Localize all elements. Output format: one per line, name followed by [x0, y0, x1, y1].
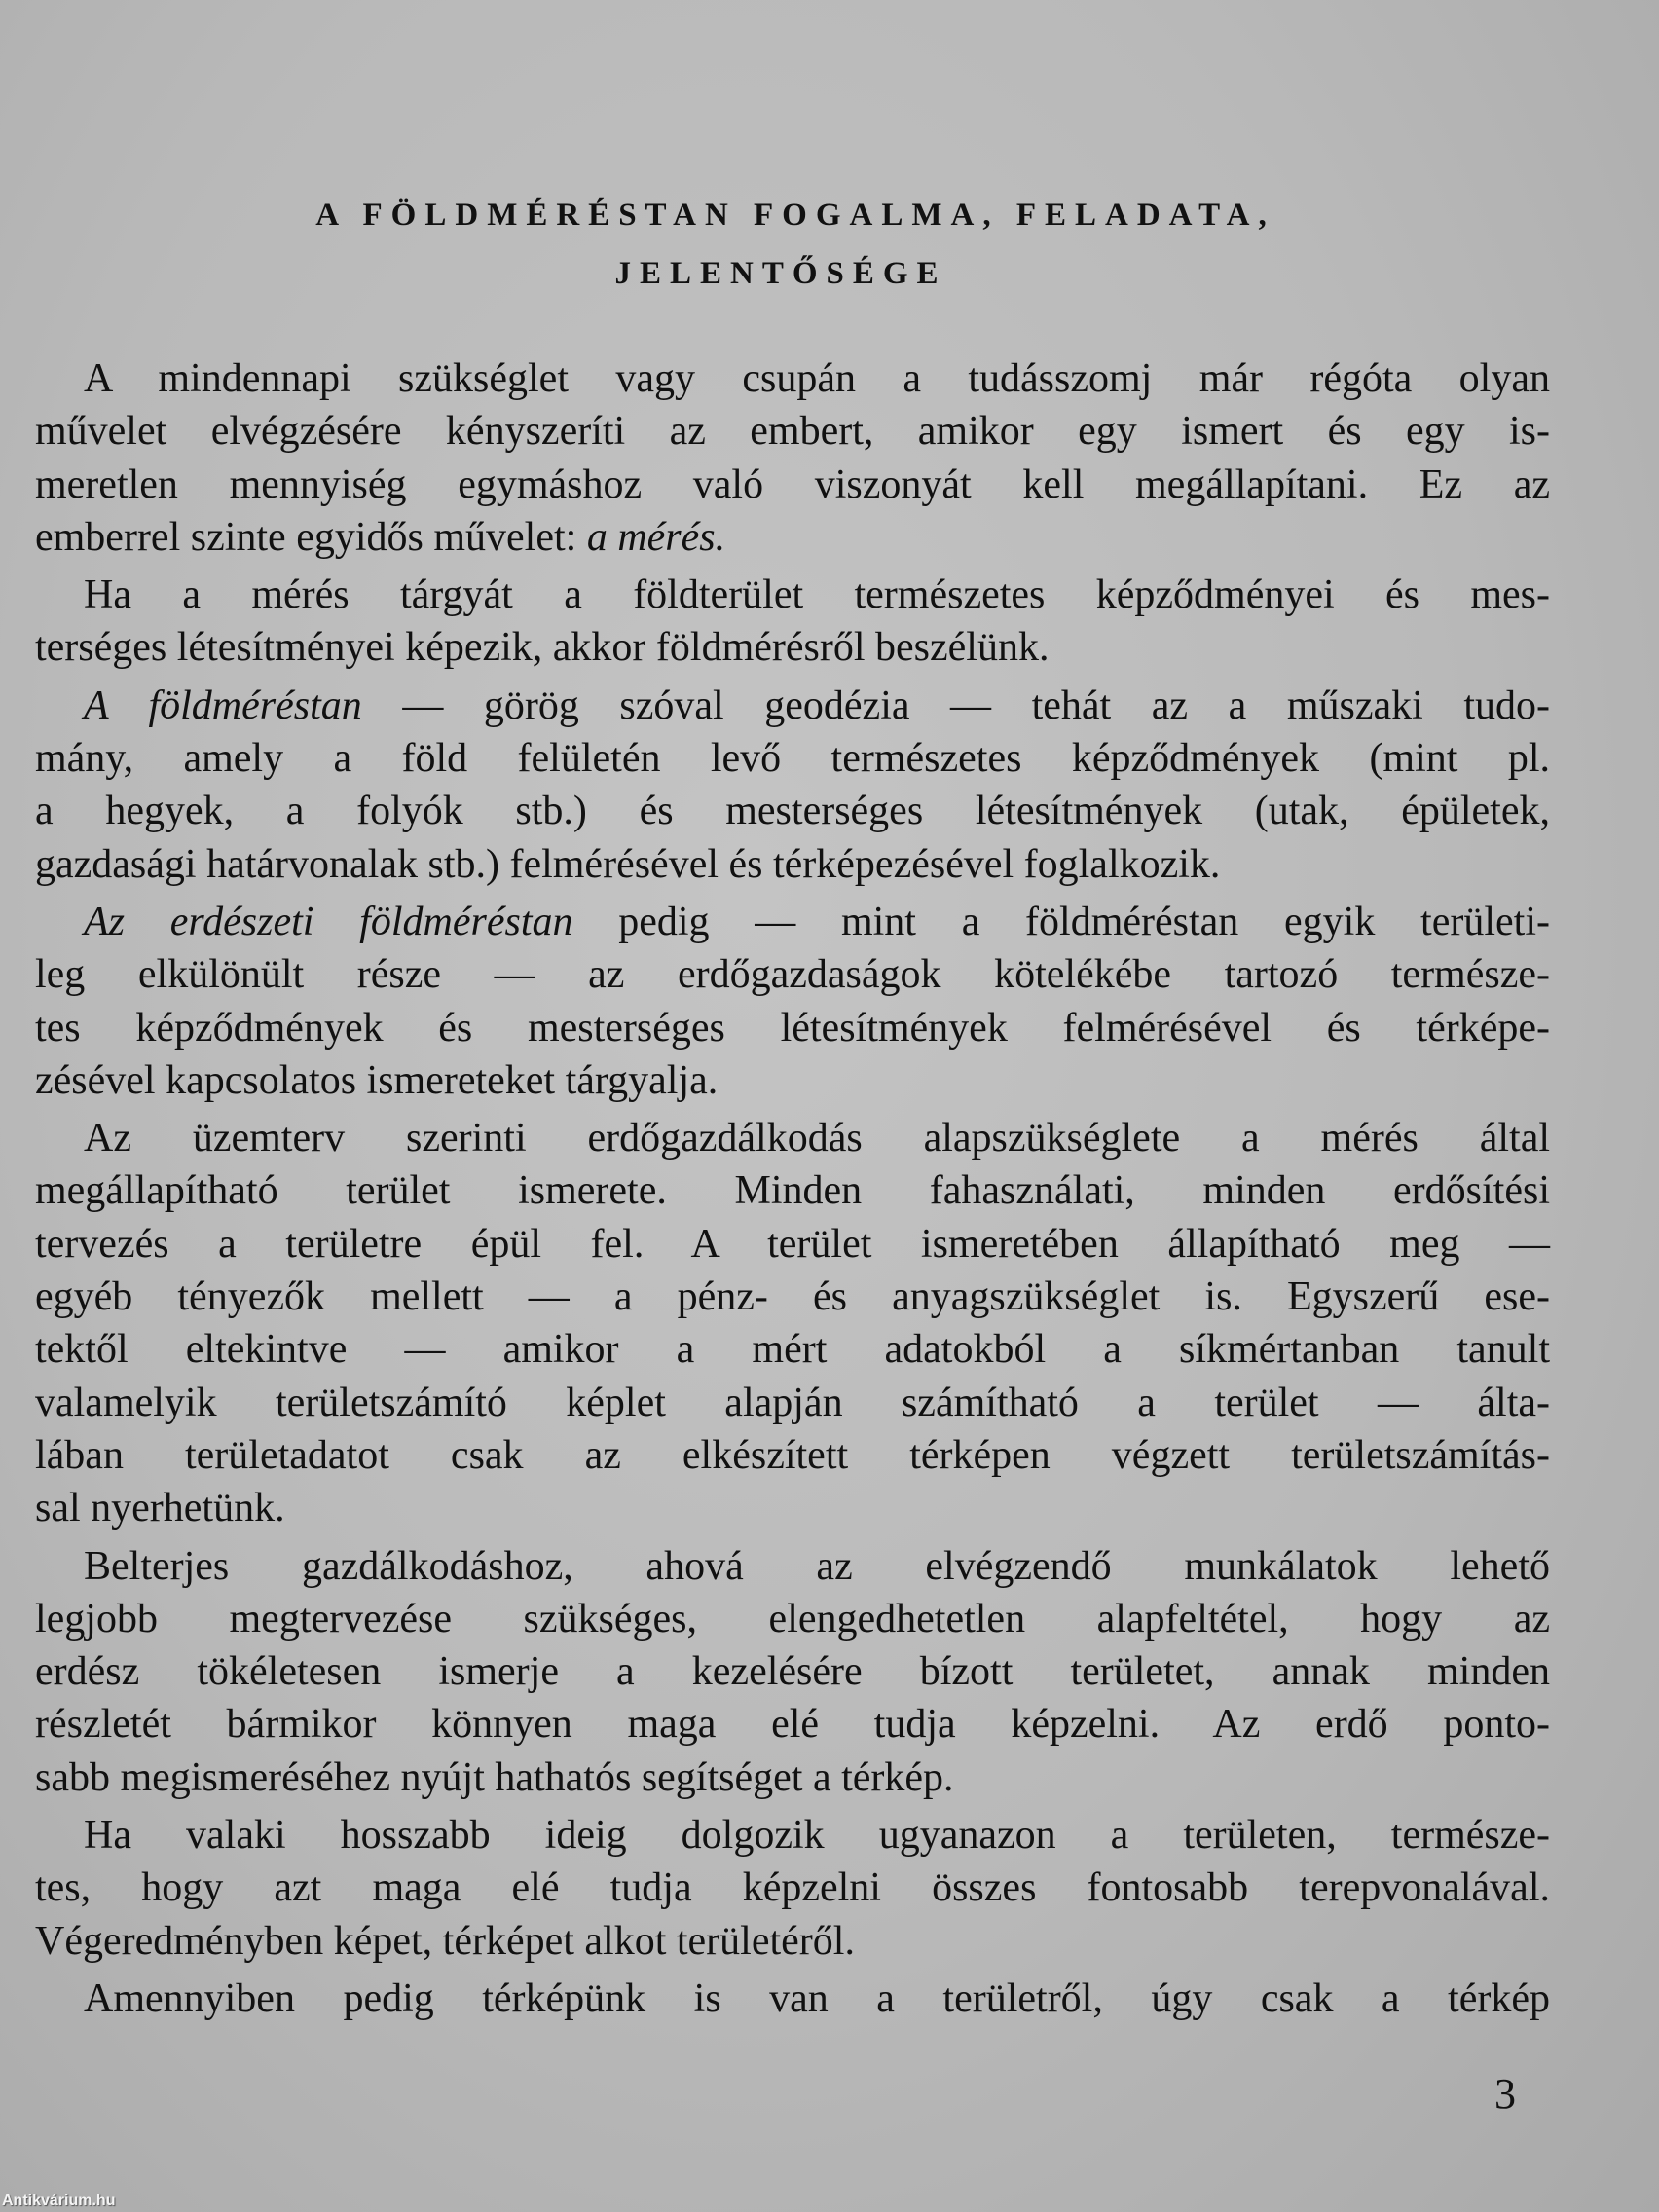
text-line — [35, 1809, 1550, 1862]
text-line — [35, 1323, 1550, 1376]
paragraph — [35, 352, 1550, 564]
text-segment: részletét bármikor könnyen maga elé tudja képzelni. Az erdő ponto- — [35, 1702, 1550, 1748]
text-segment: pedig — mint a földméréstan egyik területi- — [572, 899, 1550, 944]
text-segment: művelet elvégzésére kényszeríti az embert, amikor egy ismert és egy is- — [35, 409, 1550, 455]
text-line — [35, 621, 1550, 674]
text-segment: tervezés a területre épül fel. A terület ismeretében állapítható meg — — [35, 1221, 1550, 1267]
text-line — [35, 352, 1550, 405]
text-line — [35, 405, 1550, 458]
text-line — [35, 511, 1550, 564]
text-segment: Belterjes gazdálkodáshoz, ahová az elvégzendő munkálatok lehető — [84, 1543, 1550, 1589]
paragraph — [35, 569, 1550, 675]
text-segment: tes képződmények és mesterséges létesítmények felmérésével és térképe- — [35, 1005, 1550, 1051]
text-line — [35, 948, 1550, 1001]
text-segment: tektől eltekintve — amikor a mért adatokból a síkmértanban tanult — [35, 1327, 1550, 1373]
italic-term: Az erdészeti földméréstan — [84, 899, 573, 944]
paragraph — [35, 1972, 1550, 2025]
chapter-title-line-2: JELENTŐSÉGE — [614, 256, 947, 291]
text-line — [35, 1271, 1550, 1323]
italic-term: A földméréstan — [84, 682, 362, 728]
text-segment: mány, amely a föld felületén levő természetes képződmények (mint pl. — [35, 736, 1550, 782]
body-text — [35, 352, 1550, 2030]
text-line — [35, 459, 1550, 511]
text-line — [35, 1540, 1550, 1593]
text-line — [35, 1054, 1550, 1107]
text-line — [35, 1218, 1550, 1271]
text-line — [35, 1112, 1550, 1164]
text-segment: terséges létesítményei képezik, akkor földmérésről beszélünk. — [35, 625, 1050, 671]
text-line — [35, 1164, 1550, 1217]
text-segment: erdész tökéletesen ismerje a kezelésére bízott területet, annak minden — [35, 1649, 1550, 1695]
paragraph — [35, 896, 1550, 1107]
text-line — [35, 1482, 1550, 1534]
text-segment: egyéb tényezők mellett — a pénz- és anyagszükséglet is. Egyszerű ese- — [35, 1274, 1550, 1320]
paragraph — [35, 1112, 1550, 1534]
text-segment: gazdasági határvonalak stb.) felmérésével és térképezésével foglalkozik. — [35, 841, 1221, 887]
paragraph — [35, 680, 1550, 891]
text-line — [35, 1751, 1550, 1804]
text-segment: leg elkülönült része — az erdőgazdaságok kötelékébe tartozó természe- — [35, 952, 1550, 998]
text-segment: meretlen mennyiség egymáshoz való viszonyát kell megállapítani. Ez az — [35, 461, 1550, 507]
text-segment: Végeredményben képet, térképet alkot területéről. — [35, 1918, 855, 1964]
text-segment: valamelyik területszámító képlet alapján számítható a terület — álta- — [35, 1380, 1550, 1425]
chapter-title-line-1: A FÖLDMÉRÉSTAN FOGALMA, FELADATA, — [315, 198, 1275, 233]
paragraph — [35, 1809, 1550, 1968]
text-line — [35, 1645, 1550, 1698]
text-line — [35, 1862, 1550, 1914]
text-line — [35, 1915, 1550, 1968]
text-line — [35, 838, 1550, 891]
text-segment: lában területadatot csak az elkészített térképen végzett területszámítás- — [35, 1432, 1550, 1478]
text-segment: megállapítható terület ismerete. Minden fahasználati, minden erdősítési — [35, 1168, 1550, 1214]
text-line — [35, 1698, 1550, 1751]
text-segment: a hegyek, a folyók stb.) és mesterséges létesítmények (utak, épületek, — [35, 789, 1550, 834]
text-segment: zésével kapcsolatos ismereteket tárgyalja. — [35, 1057, 719, 1103]
text-segment: A mindennapi szükséglet vagy csupán a tudásszomj már régóta olyan — [84, 356, 1550, 401]
text-line — [35, 1593, 1550, 1645]
text-line — [35, 732, 1550, 785]
text-segment: Ha valaki hosszabb ideig dolgozik ugyanazon a területen, természe- — [84, 1813, 1550, 1859]
text-line — [35, 1429, 1550, 1482]
text-segment: legjobb megtervezése szükséges, elengedhetetlen alapfeltétel, hogy az — [35, 1596, 1550, 1641]
text-segment: sabb megismeréséhez nyújt hathatós segítséget a térkép. — [35, 1754, 954, 1800]
text-line — [35, 680, 1550, 732]
text-segment: emberrel szinte egyidős művelet: — [35, 514, 587, 560]
text-line — [35, 785, 1550, 837]
text-segment: sal nyerhetünk. — [35, 1486, 285, 1531]
text-segment: Amennyiben pedig térképünk is van a területről, úgy csak a térkép — [84, 1975, 1550, 2021]
paragraph — [35, 1540, 1550, 1804]
text-segment: tes, hogy azt maga elé tudja képzelni összes fontosabb terepvonalával. — [35, 1865, 1550, 1911]
page-number: 3 — [1494, 2070, 1516, 2118]
watermark: Antikvárium.hu — [2, 2193, 116, 2209]
italic-term: a mérés. — [586, 514, 726, 560]
text-line — [35, 896, 1550, 948]
text-segment: — görög szóval geodézia — tehát az a műszaki tudo- — [361, 682, 1550, 728]
text-line — [35, 1377, 1550, 1429]
text-segment: Az üzemterv szerinti erdőgazdálkodás alapszükséglete a mérés által — [84, 1116, 1550, 1161]
text-line — [35, 1972, 1550, 2025]
text-line — [35, 569, 1550, 621]
text-segment: Ha a mérés tárgyát a földterület természetes képződményei és mes- — [84, 572, 1550, 618]
text-line — [35, 1002, 1550, 1054]
